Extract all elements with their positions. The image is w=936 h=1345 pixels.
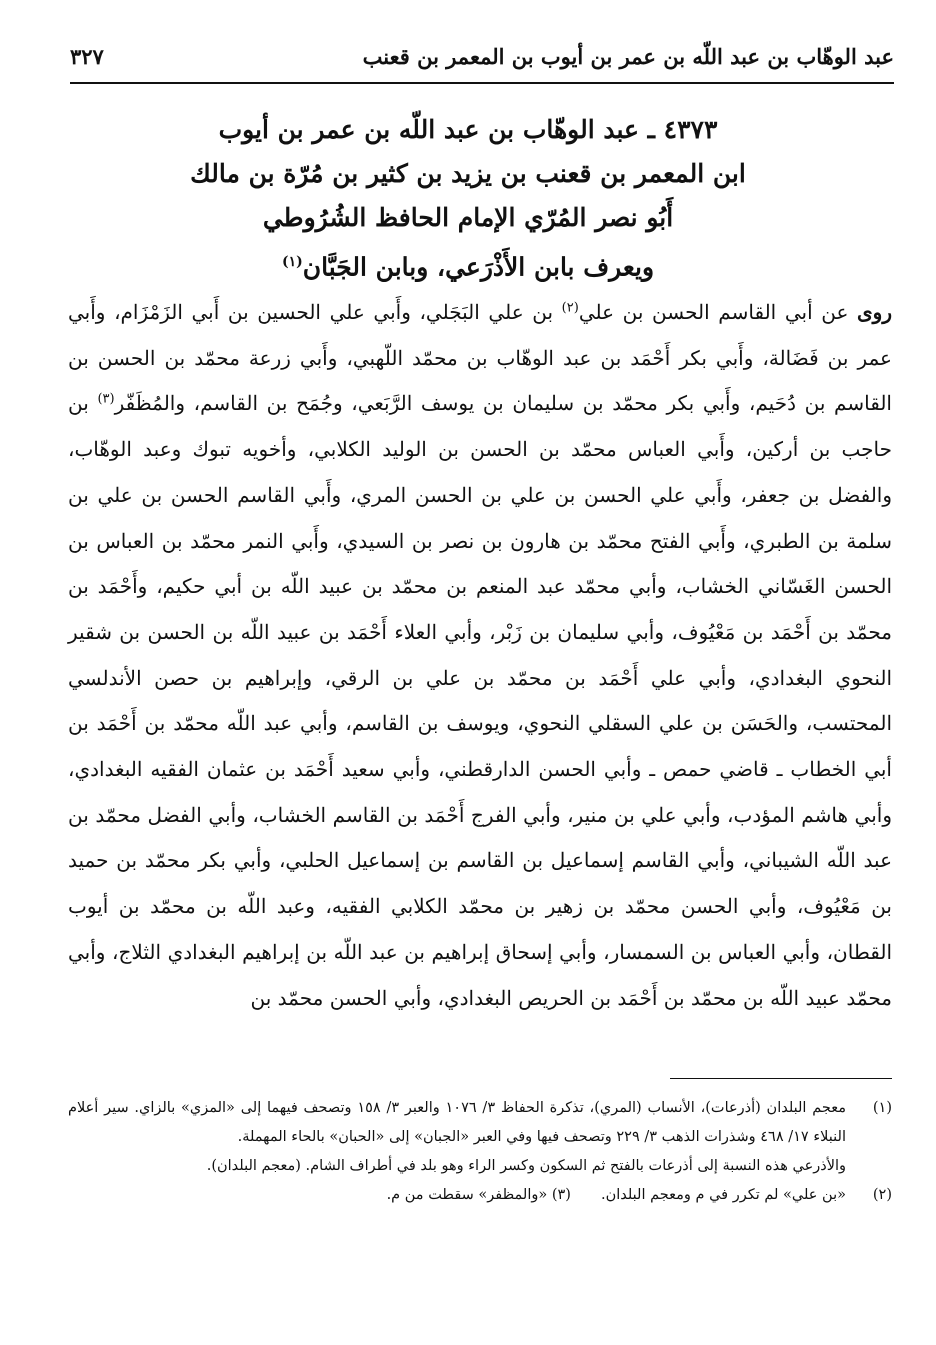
footnote-2-text: «بن علي» لم تكرر في م ومعجم البلدان. bbox=[600, 1187, 846, 1203]
footnote-1-number: (١) bbox=[872, 1100, 892, 1116]
footnotes bbox=[68, 1094, 892, 1210]
body-text bbox=[68, 290, 892, 1021]
footnote-ref-2: (٢) bbox=[561, 300, 579, 316]
heading-line-3: أَبُو نصر المُرّي الإمام الحافظ الشُرُوطي bbox=[262, 203, 674, 232]
footnote-1-continuation: والأذرعي هذه النسبة إلى أذرعات بالفتح ثم السكون وكسر الراء وهو بلد في أطراف الشام. (معجم البلدان). bbox=[206, 1158, 846, 1174]
lead-word: روى bbox=[857, 300, 892, 324]
page-number: ٣٢٧ bbox=[70, 44, 104, 69]
heading-line-4-text: ويعرف بابن الأَذْرَعي، وبابن الجَبَّان bbox=[302, 252, 655, 282]
header-title: عبد الوهّاب بن عبد اللّه بن عمر بن أيوب بن المعمر بن قعنب bbox=[362, 44, 894, 69]
heading-footnote-ref: (١) bbox=[281, 254, 303, 270]
footnote-2-3-row bbox=[68, 1181, 892, 1210]
footnote-1-text: معجم البلدان (أذرعات)، الأنساب (المري)، تذكرة الحفاظ ٣/ ١٠٧٦ والعبر ٣/ ١٥٨ وتصحف فيهما إلى «المزي» بالزاي. سير أعلام النبلاء ١٧/ ٤٦٨ وشذرات الذهب ٣/ ٢٢٩ وتصحف فيها وفي العبر «الجبان» إلى «الحبان» بالحاء المهملة. bbox=[68, 1100, 846, 1145]
footnote-1 bbox=[68, 1094, 892, 1152]
body-text-part-3: بن حاجب بن أركين، وأَبي العباس محمّد بن الحسن بن الوليد الكلابي، وأخويه تبوك وعبد الوهّاب، والفضل بن جعفر، وأَبي علي الحسن بن علي بن الحسن المري، وأَبي القاسم الحسن بن علي بن سلمة بن الطبري، وأَبي الفتح محمّد بن هارون بن نصر بن السيدي، وأَبي النمر محمّد بن العباس بن الحسن الغَسّاني الخشاب، وأبي محمّد عبد المنعم بن محمّد بن عبيد اللّه بن أبي حكيم، وأَحْمَد بن محمّد بن أَحْمَد بن مَعْيُوف، وأبي سليمان بن زَبْر، وأبي العلاء أَحْمَد بن عبيد اللّه بن الحسن بن شقير النحوي البغدادي، وأبي علي أَحْمَد بن محمّد بن علي بن الرقي، وإبراهيم بن حصن الأندلسي المحتسب، والحَسَن بن علي السقلي النحوي، ويوسف بن القاسم، وأبي عبد اللّه محمّد بن أَحْمَد بن أبي الخطاب ـ قاضي حمص ـ وأبي الحسن الدارقطني، وأبي سعيد أَحْمَد بن عثمان الفقيه البغدادي، وأبي هاشم المؤدب، وأبي علي بن منير، وأبي الفرج أَحْمَد بن القاسم الخشاب، وأبي الفضل محمّد بن عبد اللّه الشيباني، وأبي القاسم إسماعيل بن القاسم بن إسماعيل الحلبي، وأبي بكر محمّد بن حميد بن مَعْيُوف، وأبي الحسن محمّد بن زهير بن محمّد الكلابي الفقيه، وعبد اللّه بن محمّد بن أيوب القطان، وأبي العباس بن السمسار، وأبي إسحاق إبراهيم بن عبد اللّه بن إبراهيم البغدادي الثلاج، وأبي محمّد عبيد اللّه بن محمّد بن أَحْمَد بن الحريص البغدادي، وأبي الحسن محمّد بن bbox=[68, 391, 892, 1010]
footnote-2-number: (٢) bbox=[872, 1187, 892, 1203]
body-text-part-1: عن أبي القاسم الحسن بن علي bbox=[578, 300, 858, 324]
footnote-rule bbox=[670, 1078, 892, 1079]
body-text-part-2: بن علي البَجَلي، وأَبي علي الحسين بن أَبي الزَمْزَام، وأَبي عمر بن فَضَالة، وأَبي بكر أَحْمَد بن عبد الوهّاب بن محمّد اللّهبي، وأَبي زرعة محمّد بن الحسن بن القاسم بن دُحَيم، وأَبي بكر محمّد بن سليمان بن يوسف الرَّبَعي، وجُمَح بن القاسم، والمُظَفّر bbox=[68, 300, 892, 416]
running-header bbox=[70, 40, 894, 80]
footnote-ref-3: (٣) bbox=[97, 391, 115, 407]
header-rule bbox=[70, 82, 894, 84]
heading-line-2: ابن المعمر بن قعنب بن يزيد بن كثير بن مُرّة بن مالك bbox=[190, 159, 746, 188]
footnote-3-number: (٣) bbox=[551, 1187, 571, 1203]
footnote-3-text: «والمظفر» سقطت من م. bbox=[386, 1187, 548, 1203]
entry-heading bbox=[100, 108, 836, 289]
heading-line-1: ٤٣٧٣ ـ عبد الوهّاب بن عبد اللّه بن عمر بن أيوب bbox=[218, 115, 718, 144]
heading-line-4 bbox=[100, 240, 836, 289]
